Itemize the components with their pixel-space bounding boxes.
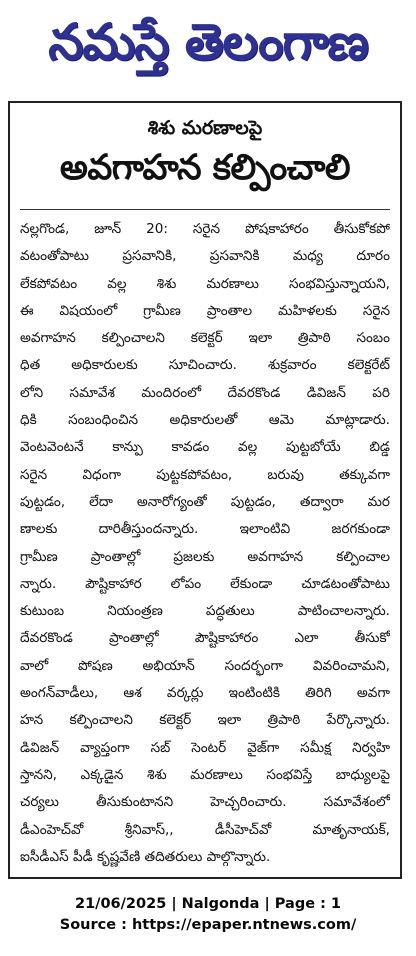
article-line: వటంతోపాటు ప్రసవానికి, ప్రసవానికి మధ్య దూరం xyxy=(20,248,390,265)
article-line: అవగాహన కల్పించాలని కలెక్టర్ ఇలా త్రిపాఠి సంబం xyxy=(20,330,390,347)
article-line: డీఎంహెచ్‌వో శ్రీనివాస్,, డీసీహెచ్‌వో మాతృనాయక్, xyxy=(20,821,390,838)
article-headline: అవగాహన కల్పించాలి xyxy=(59,148,351,188)
dateline-footer: 21/06/2025 | Nalgonda | Page : 1 xyxy=(74,896,342,912)
article-line: చర్యలు తీసుకుంటానని హెచ్చరించారు. సమావేశంలో xyxy=(20,794,390,811)
article-line: ధికి సంబంధించిన అధికారులతో ఆమె మాట్లాడారు. xyxy=(20,412,390,429)
article-line: కుటుంబ నియంత్రణ పద్ధతులు పాటించాలన్నారు. xyxy=(20,603,390,620)
article-line: అంగన్‌వాడీలు, ఆశ వర్కర్లు ఇంటింటికి తిరిగి అవగా xyxy=(20,685,390,702)
article-line: పుట్టడం, లేదా అనారోగ్యంతో పుట్టడం, తద్వారా మర xyxy=(20,493,390,510)
article-clipping xyxy=(8,101,402,879)
article-line: ణాలకు దారితీస్తుందన్నారు. ఇలాంటివి జరగకుండా xyxy=(20,521,390,538)
article-line: వెంటవెంటనే కాన్పు కావడం వల్ల పుట్టబోయే బిడ్డ xyxy=(20,439,390,456)
newspaper-masthead xyxy=(8,6,408,78)
article-line: హన కల్పించాలని కలెక్టర్ ఇలా త్రిపాఠి పేర్కొన్నారు. xyxy=(20,712,390,729)
article-line: లేకపోవటం వల్ల శిశు మరణాలు సంభవిస్తున్నాయని, xyxy=(20,275,390,292)
article-line: సరైన విధంగా పుట్టకపోవటం, బరువు తక్కువగా xyxy=(20,466,390,483)
article-line: నల్లగొండ, జూన్ 20: సరైన పోషకాహారం తీసుకోకపో xyxy=(20,221,390,237)
article-line: స్తానని, ఎక్కడైన శిశు మరణాలు సంభవిస్తే బాధ్యులపై xyxy=(20,766,390,783)
article-line: డివిజన్ వ్యాప్తంగా సబ్ సెంటర్ వైజ్‌గా సమీక్ష నిర్వహి xyxy=(20,739,390,756)
article-line: గ్రామీణ ప్రాంతాల్లో ప్రజలకు అవగాహన కల్పించాల xyxy=(20,548,390,565)
article-line: న్నారు. పౌష్టికాహార లోపం లేకుండా చూడటంతోపాటు xyxy=(20,575,390,592)
masthead-title: నమస్తే తెలంగాణ xyxy=(48,13,368,71)
source-footer: Source : https://epaper.ntnews.com/ xyxy=(59,917,357,933)
article-line: వాలో పోషణ అభియాన్ సందర్భంగా వివరించామని, xyxy=(20,657,390,674)
article-body xyxy=(20,216,390,871)
headline-divider xyxy=(20,209,390,210)
article-line: ధిత అధికారులకు సూచించారు. శుక్రవారం కలెక్టరేట్ xyxy=(20,357,390,374)
article-line: లోని సమావేశ మందిరంలో దేవరకొండ డివిజన్ పరి xyxy=(20,384,390,401)
article-line: ఐసీడీఎస్ పీడీ కృష్ణవేణి తదితరులు పాల్గొన్నారు. xyxy=(20,848,271,865)
article-line: ఈ విషయంలో గ్రామీణ ప్రాంతాల మహిళలకు సరైన xyxy=(20,302,390,319)
article-line: దేవరకొండ ప్రాంతాల్లో పౌష్టికాహారం ఎలా తీసుకో xyxy=(20,630,390,647)
article-kicker: శిశు మరణాలపై xyxy=(147,117,263,139)
